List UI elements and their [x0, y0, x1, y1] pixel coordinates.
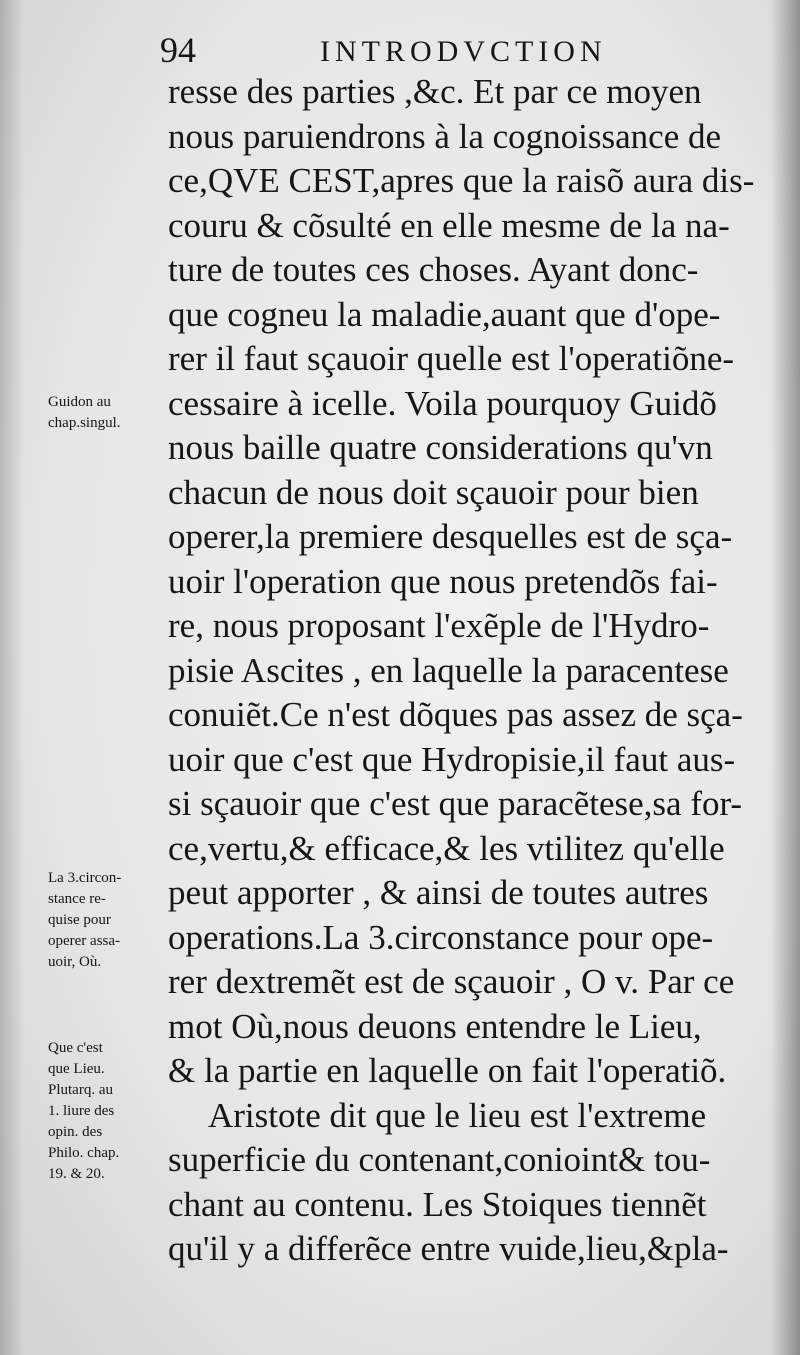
text-line: couru & cõsulté en elle mesme de la na- [168, 205, 730, 245]
margin-note-line: La 3.circon- [48, 870, 122, 886]
text-line: uoir que c'est que Hydropisie,il faut aus- [168, 739, 736, 779]
margin-note-lieu [48, 1038, 168, 1185]
text-line: uoir l'operation que nous pretendõs fai- [168, 561, 718, 601]
margin-note-line: uoir, Où. [48, 954, 102, 970]
margin-note-line: 1. liure des [48, 1103, 115, 1119]
text-line: rer dextremẽt est de sçauoir , O v. Par ce [168, 962, 735, 1001]
margin-note-guidon [48, 392, 168, 434]
text-line: & la partie en laquelle on fait l'operatiõ. [168, 1051, 727, 1090]
text-line: re, nous proposant l'exẽple de l'Hydro- [168, 606, 710, 645]
text-line: nous paruiendrons à la cognoissance de [168, 116, 722, 156]
text-line: operer,la premiere desquelles est de sça- [168, 517, 733, 556]
text-line: resse des parties ,&c. Et par ce moyen [168, 72, 702, 111]
text-line: conuiẽt.Ce n'est dõques pas assez de sça- [168, 695, 743, 734]
text-line: pisie Ascites , en laquelle la paracentese [168, 650, 729, 690]
body-text [168, 70, 768, 1272]
margin-note-line: Guidon au [48, 394, 111, 410]
text-line: cessaire à icelle. Voila pourquoy Guidõ [168, 383, 717, 423]
margin-note-line: Philo. chap. [48, 1145, 120, 1161]
text-line: si sçauoir que c'est que paracẽtese,sa for- [168, 784, 743, 823]
text-line: chant au contenu. Les Stoiques tiennẽt [168, 1184, 707, 1224]
page-header [160, 30, 760, 70]
text-line: nous baille quatre considerations qu'vn [168, 428, 713, 467]
margin-note-line: operer assa- [48, 933, 121, 949]
margin-note-line: 19. & 20. [48, 1166, 105, 1182]
margin-note-line: que Lieu. [48, 1061, 105, 1077]
text-line: ture de toutes ces choses. Ayant donc- [168, 250, 699, 289]
page-number: 94 [160, 30, 196, 70]
gutter-shadow [770, 0, 800, 1355]
text-line: chacun de nous doit sçauoir pour bien [168, 472, 699, 512]
text-line: ce,vertu,& efficace,& les vtilitez qu'elle [168, 828, 725, 868]
text-line: Aristote dit que le lieu est l'extreme [208, 1095, 707, 1135]
text-line: operations.La 3.circonstance pour ope- [168, 917, 714, 957]
text-line: peut apporter , & ainsi de toutes autres [168, 873, 709, 912]
margin-note-line: opin. des [48, 1124, 103, 1140]
text-line: que cogneu la maladie,auant que d'ope- [168, 294, 721, 334]
text-line: qu'il y a differẽce entre vuide,lieu,&pla- [168, 1229, 729, 1268]
margin-note-line: chap.singul. [48, 415, 121, 431]
margin-note-line: quise pour [48, 912, 111, 928]
text-line: superficie du contenant,conioint& tou- [168, 1140, 711, 1179]
margin-note-line: Que c'est [48, 1040, 103, 1056]
margin-note-line: Plutarq. au [48, 1082, 113, 1098]
margin-note-line: stance re- [48, 891, 106, 907]
text-line: rer il faut sçauoir quelle est l'operatiõne- [168, 339, 735, 378]
margin-note-circonstance [48, 868, 168, 973]
text-line: mot Où,nous deuons entendre le Lieu, [168, 1006, 702, 1046]
running-title: INTRODVCTION [320, 35, 607, 68]
page-edge-shadow [0, 0, 24, 1355]
text-line: ce,QVE CEST,apres que la raisõ aura dis- [168, 161, 755, 200]
